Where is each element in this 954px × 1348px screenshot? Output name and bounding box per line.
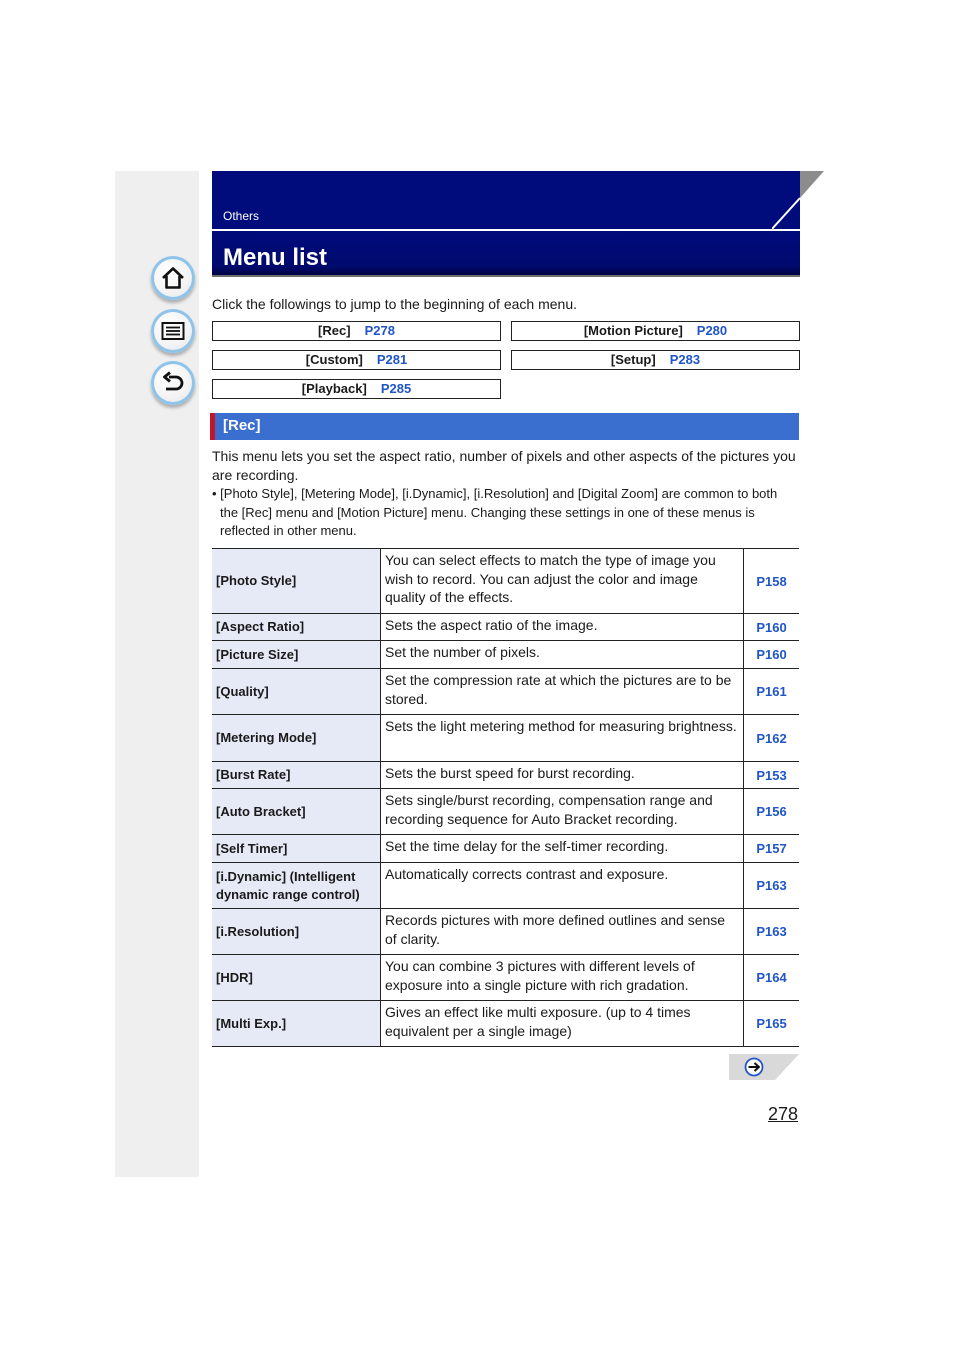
menu-item-page-link[interactable]: P160 <box>744 641 800 669</box>
list-menu-icon <box>161 319 185 343</box>
menu-item-description: Sets the burst speed for burst recording. <box>381 762 744 789</box>
table-row <box>212 789 799 835</box>
jump-link-page[interactable]: P281 <box>376 352 408 367</box>
menu-item-name: [Multi Exp.] <box>212 1001 381 1047</box>
table-row <box>212 614 799 641</box>
menu-item-name: [Self Timer] <box>212 835 381 863</box>
jump-link-page[interactable]: P285 <box>380 381 412 396</box>
section-note: • [Photo Style], [Metering Mode], [i.Dynamic], [i.Resolution] and [Digital Zoom] are common to both the [Rec] menu and [Motion Picture] menu. Changing these settings in one of these menus is reflected in other menu. <box>212 486 778 538</box>
jump-link-page[interactable]: P283 <box>669 352 701 367</box>
menu-item-description: Automatically corrects contrast and exposure. <box>381 863 744 909</box>
menu-item-name: [Picture Size] <box>212 641 381 669</box>
menu-item-description: You can select effects to match the type of image you wish to record. You can adjust the color and image quality of the effects. <box>381 549 744 614</box>
table-row <box>212 762 799 789</box>
menu-item-page-link[interactable]: P161 <box>744 669 800 715</box>
section-description: This menu lets you set the aspect ratio, number of pixels and other aspects of the pictures you are recording. <box>212 448 796 483</box>
back-button[interactable] <box>151 361 195 405</box>
section-label: Others <box>223 209 260 223</box>
table-row <box>212 835 799 863</box>
menu-item-page-link[interactable]: P162 <box>744 715 800 762</box>
section-accent-bar <box>210 413 215 440</box>
jump-link-motion-picture[interactable] <box>511 321 800 341</box>
table-row <box>212 641 799 669</box>
table-row <box>212 863 799 909</box>
table-row <box>212 1001 799 1047</box>
menu-item-page-link[interactable]: P160 <box>744 614 800 641</box>
jump-link-page[interactable]: P280 <box>696 323 728 338</box>
jump-link-label: [Playback] <box>301 381 367 396</box>
jump-link-playback[interactable] <box>212 379 501 399</box>
menu-item-page-link[interactable]: P156 <box>744 789 800 835</box>
menu-item-page-link[interactable]: P163 <box>744 863 800 909</box>
jump-link-rec[interactable] <box>212 321 501 341</box>
header-corner-decoration <box>772 171 824 231</box>
menu-item-description: Gives an effect like multi exposure. (up to 4 times equivalent per a single image) <box>381 1001 744 1047</box>
menu-item-name: [Auto Bracket] <box>212 789 381 835</box>
menu-item-description: Records pictures with more defined outlines and sense of clarity. <box>381 909 744 955</box>
menu-item-page-link[interactable]: P164 <box>744 955 800 1001</box>
menu-item-description: Sets single/burst recording, compensation range and recording sequence for Auto Bracket recording. <box>381 789 744 835</box>
next-page-arrow-icon <box>746 1059 763 1076</box>
jump-link-page[interactable]: P278 <box>364 323 395 338</box>
menu-item-name: [HDR] <box>212 955 381 1001</box>
jump-link-label: [Rec] <box>318 323 351 338</box>
menu-item-description: You can combine 3 pictures with different levels of exposure into a single picture with rich gradation. <box>381 955 744 1001</box>
home-icon <box>161 266 185 290</box>
menu-item-page-link[interactable]: P153 <box>744 762 800 789</box>
jump-link-custom[interactable] <box>212 350 501 370</box>
table-row <box>212 955 799 1001</box>
page-title: Menu list <box>223 244 328 271</box>
menu-item-description: Set the time delay for the self-timer recording. <box>381 835 744 863</box>
menu-item-page-link[interactable]: P165 <box>744 1001 800 1047</box>
table-row <box>212 715 799 762</box>
next-page-button[interactable] <box>729 1054 799 1080</box>
title-band-shadow <box>212 275 800 277</box>
menu-item-name: [i.Dynamic] (Intelligent dynamic range control) <box>212 863 381 909</box>
menu-item-page-link[interactable]: P158 <box>744 549 800 614</box>
menu-list-button[interactable] <box>151 309 195 353</box>
rec-menu-table <box>212 548 799 1047</box>
return-arrow-icon <box>161 371 185 395</box>
table-row <box>212 549 799 614</box>
menu-item-description: Set the number of pixels. <box>381 641 744 669</box>
header-band <box>212 171 800 229</box>
page-number: 278 <box>768 1104 799 1124</box>
menu-item-page-link[interactable]: P163 <box>744 909 800 955</box>
intro-text: Click the followings to jump to the beginning of each menu. <box>212 296 577 312</box>
jump-link-label: [Setup] <box>610 352 656 367</box>
menu-item-description: Sets the light metering method for measuring brightness. <box>381 715 744 762</box>
menu-item-name: [Metering Mode] <box>212 715 381 762</box>
menu-item-name: [i.Resolution] <box>212 909 381 955</box>
table-row <box>212 669 799 715</box>
menu-item-page-link[interactable]: P157 <box>744 835 800 863</box>
section-heading-text: [Rec] <box>223 417 261 434</box>
menu-item-description: Set the compression rate at which the pictures are to be stored. <box>381 669 744 715</box>
rec-section-heading <box>210 413 799 440</box>
menu-item-name: [Quality] <box>212 669 381 715</box>
menu-item-name: [Aspect Ratio] <box>212 614 381 641</box>
jump-link-label: [Custom] <box>305 352 363 367</box>
menu-item-name: [Burst Rate] <box>212 762 381 789</box>
menu-item-name: [Photo Style] <box>212 549 381 614</box>
jump-link-label: [Motion Picture] <box>583 323 683 338</box>
home-button[interactable] <box>151 256 195 300</box>
jump-link-setup[interactable] <box>511 350 800 370</box>
menu-item-description: Sets the aspect ratio of the image. <box>381 614 744 641</box>
table-row <box>212 909 799 955</box>
